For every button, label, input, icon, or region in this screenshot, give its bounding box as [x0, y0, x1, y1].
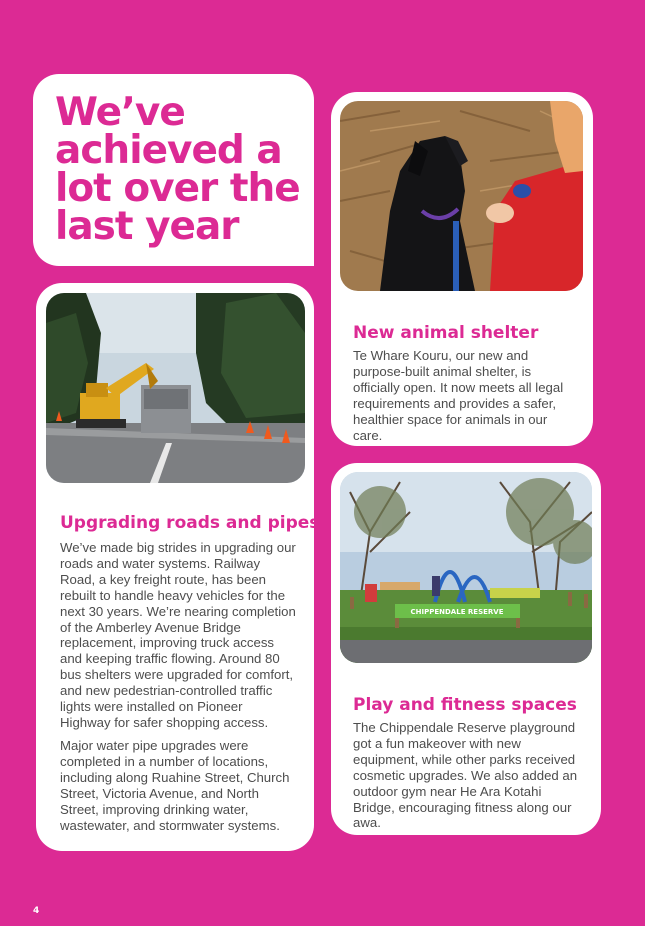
shelter-title: New animal shelter	[353, 323, 539, 343]
roads-title: Upgrading roads and pipes	[60, 513, 320, 533]
dog-photo	[340, 101, 583, 291]
headline-line: We’ve	[55, 90, 185, 135]
headline-line: lot over the	[55, 166, 300, 211]
animal-shelter-card	[331, 92, 593, 446]
roadworks-photo	[46, 293, 305, 483]
page-number: 4	[33, 906, 40, 916]
shelter-body: Te Whare Kouru, our new and purpose-built animal shelter, is officially open. It now meets all legal requirements and provides a safer, healthier space for animals in our care.	[353, 348, 564, 443]
headline-line: last year	[55, 204, 239, 249]
roads-paragraph-1: We’ve made big strides in upgrading our roads and water systems. Railway Road, a key freight route, has been rebuilt to handle heavy vehicles for the next 30 years. We’re nearing completion of the Amberley Avenue Bridge replacement, improving truck access and keeping traffic flowing. Around 80 bus shelters were upgraded for comfort, and new pedestrian-controlled traffic lights were installed on Pioneer Highway for safer shopping access.	[60, 540, 296, 730]
roads-card	[36, 283, 320, 851]
play-title: Play and fitness spaces	[353, 695, 577, 715]
headline-line: achieved a	[55, 128, 282, 173]
page-headline	[55, 90, 300, 249]
play-body: The Chippendale Reserve playground got a fun makeover with new equipment, while other parks received cosmetic upgrades. We also added an outdoor gym near He Ara Kotahi Bridge, encouraging fitness along our awa.	[353, 720, 578, 831]
roads-paragraph-2: Major water pipe upgrades were completed in a number of locations, including along Ruahine Street, Church Street, Victoria Avenue, and North Street, improving drinking water, wastewater, and stormwater systems.	[60, 738, 290, 833]
reserve-sign: CHIPPENDALE RESERVE	[410, 608, 504, 616]
playground-photo	[340, 472, 592, 663]
play-fitness-card	[331, 463, 601, 835]
headline-card	[33, 74, 314, 266]
